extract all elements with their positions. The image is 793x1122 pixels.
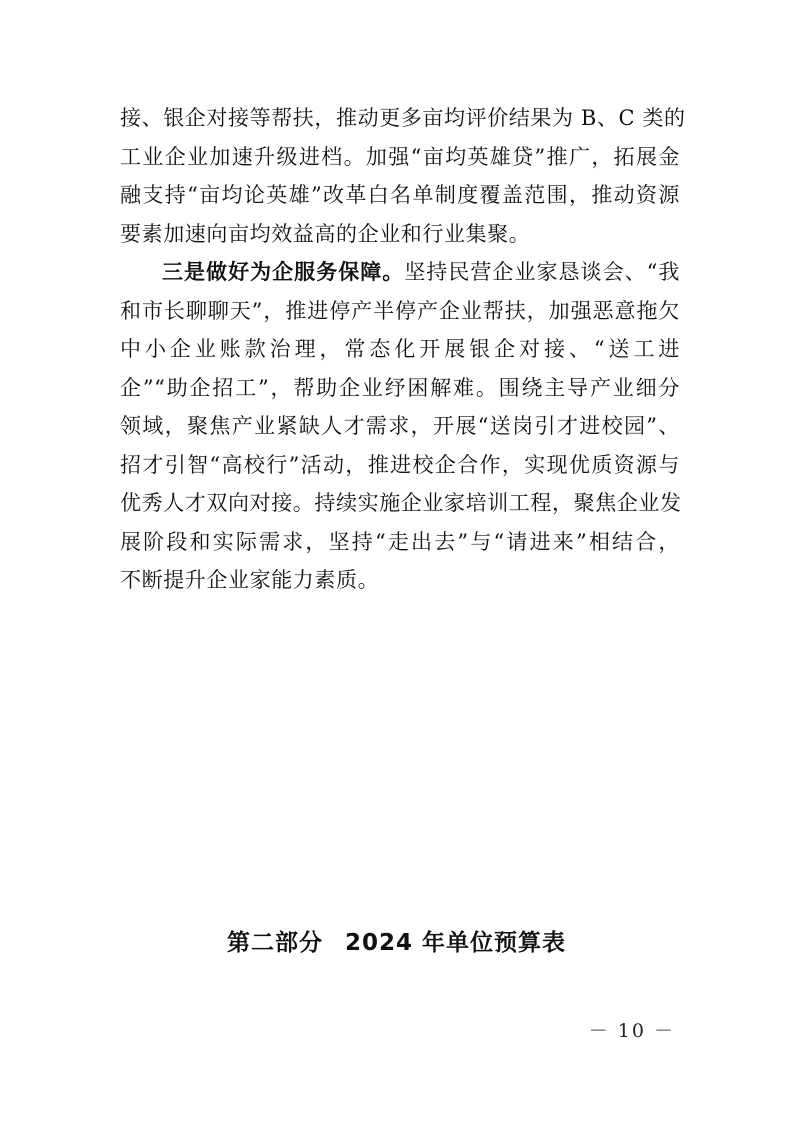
body-text: [120, 99, 686, 600]
text-line: 要素加速向亩均效益高的企业和行业集聚。: [120, 221, 531, 246]
paragraph-lead-heading: 三是做好为企服务保障。: [162, 260, 405, 284]
section-part-label: 第二部分: [226, 930, 323, 956]
text-line: 融支持“亩均论英雄”改革白名单制度覆盖范围，推动资源: [120, 183, 680, 207]
text-line: 接、银企对接等帮扶，推动更多亩均评价结果为 B、C 类的: [120, 106, 686, 130]
text-line: 工业企业加速升级进档。加强“亩均英雄贷”推广，拓展金: [120, 144, 680, 169]
text-line: 招才引智“高校行”活动，推进校企合作，实现优质资源与: [120, 452, 680, 477]
text-line: 不断提升企业家能力素质。: [120, 568, 380, 592]
text-line: 领域，聚焦产业紧缺人才需求，开展“送岗引才进校园”、: [120, 414, 680, 438]
text-line: 和市长聊聊天”，推进停产半停产企业帮扶，加强恶意拖欠: [120, 298, 680, 323]
text-line: 优秀人才双向对接。持续实施企业家培训工程，聚焦企业发: [120, 491, 682, 515]
text-line: 企”“助企招工”，帮助企业纾困解难。围绕主导产业细分: [120, 375, 680, 400]
text-line: 中小企业账款治理，常态化开展银企对接、“送工进: [120, 337, 680, 361]
paragraph-lead-line: [120, 253, 680, 292]
section-title: 2024 年单位预算表: [344, 930, 567, 956]
section-heading: [0, 924, 793, 957]
text-line: 展阶段和实际需求，坚持“走出去”与“请进来”相结合，: [120, 529, 680, 554]
text-line: 坚持民营企业家恳谈会、“我: [404, 260, 680, 284]
page-number: － 10 －: [588, 1020, 675, 1042]
